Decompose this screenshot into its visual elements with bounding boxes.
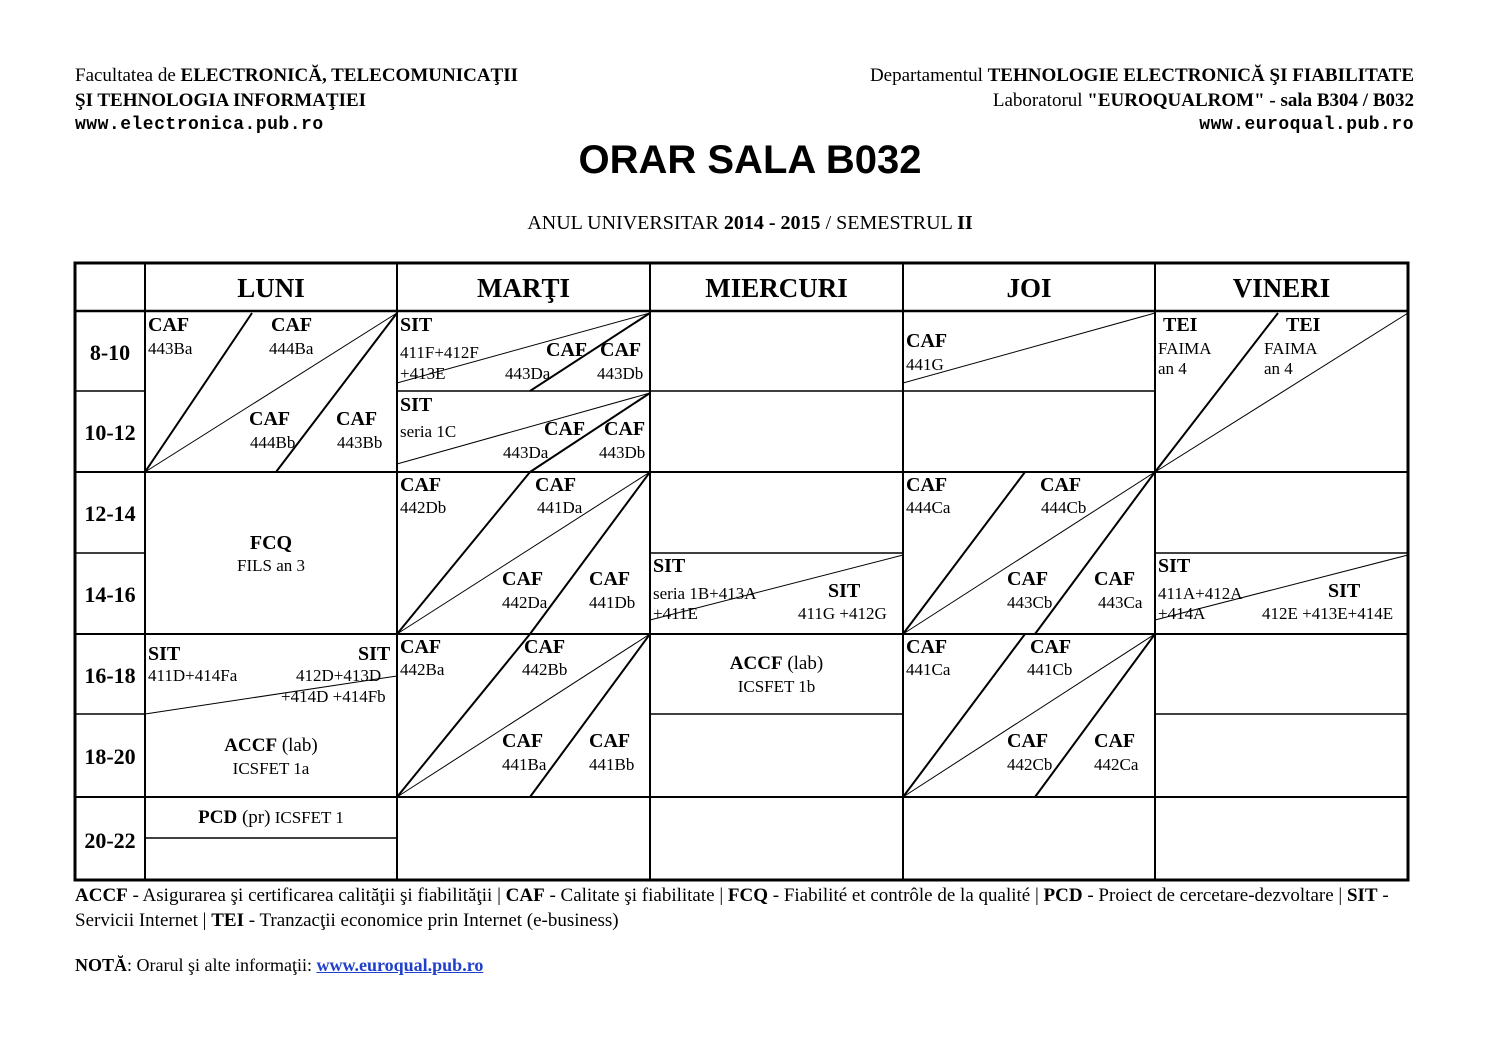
lab-prefix: Laboratorul — [992, 90, 1088, 111]
legend-key: SIT — [1346, 885, 1378, 906]
group-label: FAIMA — [1264, 339, 1318, 358]
course-code: CAF — [1007, 568, 1049, 590]
group-label: 444Bb — [250, 433, 296, 452]
legend-key: TEI — [211, 910, 244, 931]
group-label: FAIMA — [1158, 339, 1212, 358]
legend-key: FCQ — [727, 885, 768, 906]
group-label: 443Db — [597, 364, 644, 383]
legend-key: PCD — [1043, 885, 1083, 906]
course-code: CAF — [535, 474, 577, 496]
department-url: www.euroqual.pub.ro — [1199, 115, 1414, 135]
course-code: CAF — [1040, 474, 1082, 496]
group-label: 443Db — [599, 443, 646, 462]
slot-16-18: 16-18 — [84, 663, 136, 688]
group-label: 443Cb — [1007, 593, 1053, 612]
course-code: CAF — [604, 418, 646, 440]
course-code: CAF — [400, 474, 442, 496]
course-entry — [145, 808, 397, 828]
group-label: 442Da — [502, 593, 548, 612]
legend-key: ACCF — [75, 885, 128, 906]
course-code: TEI — [1163, 314, 1198, 336]
group-label: 443Ba — [148, 339, 193, 358]
group-label: 441Bb — [589, 755, 635, 774]
course-code: SIT — [1328, 580, 1361, 602]
group-label: 441Db — [589, 593, 636, 612]
course-code: CAF — [502, 568, 544, 590]
department-name: TEHNOLOGIE ELECTRONICĂ ŞI FIABILITATE — [987, 65, 1414, 86]
group-label: 444Ca — [906, 498, 951, 517]
website-link[interactable]: www.euroqual.pub.ro — [316, 955, 484, 975]
faculty-name: ELECTRONICĂ, TELECOMUNICAŢII — [180, 65, 519, 86]
slot-12-14: 12-14 — [84, 501, 136, 526]
group-label: +414D +414Fb — [281, 687, 386, 706]
legend-text: - Servicii Internet | — [75, 885, 1389, 931]
group-label: 411A+412A — [1158, 584, 1243, 603]
semester-number: II — [957, 212, 973, 234]
group-label: 443Da — [505, 364, 551, 383]
course-code: CAF — [546, 339, 588, 361]
group-label: 444Ba — [269, 339, 314, 358]
course-code: SIT — [1158, 555, 1191, 577]
course-code: CAF — [906, 636, 948, 658]
course-type: (lab) — [782, 653, 824, 674]
course-code: CAF — [502, 730, 544, 752]
course-code: FCQ — [249, 532, 293, 554]
course-code: CAF — [1030, 636, 1072, 658]
day-luni: LUNI — [237, 273, 305, 303]
course-code: CAF — [148, 314, 190, 336]
course-code: ACCF — [729, 653, 783, 674]
faculty-name-2: ŞI TEHNOLOGIA INFORMAŢIEI — [75, 90, 367, 111]
course-type: (pr) — [237, 807, 271, 828]
course-code: TEI — [1286, 314, 1321, 336]
group-label: 412D+413D — [296, 666, 382, 685]
group-label: FILS an 3 — [237, 556, 305, 575]
semester-prefix: / SEMESTRUL — [820, 212, 958, 234]
group-label: 441Ca — [906, 660, 951, 679]
legend-text: - Tranzacţii economice prin Internet (e-business) — [243, 910, 619, 931]
group-label: 412E +413E+414E — [1262, 604, 1394, 623]
group-label: seria 1B+413A — [653, 584, 757, 603]
faculty-url: www.electronica.pub.ro — [75, 115, 324, 135]
slot-8-10: 8-10 — [89, 340, 131, 365]
course-code: SIT — [148, 643, 181, 665]
slot-14-16: 14-16 — [84, 582, 136, 607]
group-label: +414A — [1158, 604, 1206, 623]
legend-text: - Fiabilité et contrôle de la qualité | — [768, 885, 1044, 906]
group-label: 441Ba — [502, 755, 547, 774]
course-code: CAF — [524, 636, 566, 658]
note-text: : Orarul şi alte informaţii: — [127, 955, 317, 975]
course-code: CAF — [589, 568, 631, 590]
group-label: 441Da — [537, 498, 583, 517]
day-miercuri: MIERCURI — [705, 273, 848, 303]
legend-key: CAF — [505, 885, 545, 906]
group-label: 442Ca — [1094, 755, 1139, 774]
group-label: an 4 — [1158, 359, 1187, 378]
group-label: 443Bb — [337, 433, 383, 452]
course-code: CAF — [1094, 568, 1136, 590]
course-code: CAF — [249, 408, 291, 430]
group-label: 443Da — [503, 443, 549, 462]
slot-20-22: 20-22 — [84, 828, 136, 853]
year-prefix: ANUL UNIVERSITAR — [527, 212, 724, 234]
course-code: SIT — [828, 580, 861, 602]
group-label: 443Ca — [1098, 593, 1143, 612]
group-label: seria 1C — [400, 422, 457, 441]
legend-text: - Calitate şi fiabilitate | — [544, 885, 728, 906]
group-label: 411G +412G — [798, 604, 887, 623]
course-code: CAF — [1007, 730, 1049, 752]
course-type: (lab) — [277, 735, 318, 756]
course-code: PCD — [198, 807, 238, 828]
course-code: CAF — [589, 730, 631, 752]
day-vineri: VINERI — [1232, 273, 1331, 303]
day-joi: JOI — [1006, 273, 1052, 303]
group-label: ICSFET 1b — [737, 677, 816, 696]
group-label: 444Cb — [1041, 498, 1087, 517]
course-code: CAF — [271, 314, 313, 336]
course-entry — [145, 736, 397, 756]
course-code: SIT — [400, 314, 433, 336]
course-code: CAF — [1094, 730, 1136, 752]
lab-name: "EUROQUALROM" - sala B304 / B032 — [1087, 90, 1414, 111]
group-label: 411D+414Fa — [148, 666, 238, 685]
group-label: ICSFET 1 — [270, 808, 344, 827]
group-label: 442Ba — [400, 660, 445, 679]
group-label: 442Db — [400, 498, 447, 517]
group-label: 441Cb — [1027, 660, 1073, 679]
group-label: 411F+412F — [400, 343, 479, 362]
slot-10-12: 10-12 — [84, 420, 136, 445]
footer-note — [75, 955, 483, 976]
course-code: SIT — [358, 643, 391, 665]
group-label: ICSFET 1a — [232, 759, 310, 778]
day-marti: MARŢI — [477, 273, 570, 303]
course-code: ACCF — [224, 735, 278, 756]
legend — [75, 883, 1420, 933]
course-code: CAF — [600, 339, 642, 361]
course-code: CAF — [400, 636, 442, 658]
course-code: CAF — [906, 474, 948, 496]
legend-text: - Asigurarea şi certificarea calităţii şi fiabilităţii | — [127, 885, 506, 906]
course-code: CAF — [336, 408, 378, 430]
group-label: +411E — [653, 604, 698, 623]
group-label: 442Bb — [522, 660, 568, 679]
group-label: an 4 — [1264, 359, 1293, 378]
department-prefix: Departamentul — [869, 65, 988, 86]
course-code: SIT — [400, 394, 433, 416]
group-label: 442Cb — [1007, 755, 1053, 774]
faculty-prefix: Facultatea de — [75, 65, 181, 86]
course-entry — [650, 654, 903, 674]
note-label: NOTĂ — [75, 955, 128, 975]
course-code: CAF — [544, 418, 586, 440]
slot-18-20: 18-20 — [84, 744, 136, 769]
group-label: +413E — [400, 364, 446, 383]
course-code: SIT — [653, 555, 686, 577]
year-range: 2014 - 2015 — [723, 212, 821, 234]
page-title: ORAR SALA B032 — [578, 138, 922, 182]
group-label: 441G — [906, 355, 944, 374]
course-code: CAF — [906, 330, 948, 352]
legend-text: - Proiect de cercetare-dezvoltare | — [1082, 885, 1347, 906]
